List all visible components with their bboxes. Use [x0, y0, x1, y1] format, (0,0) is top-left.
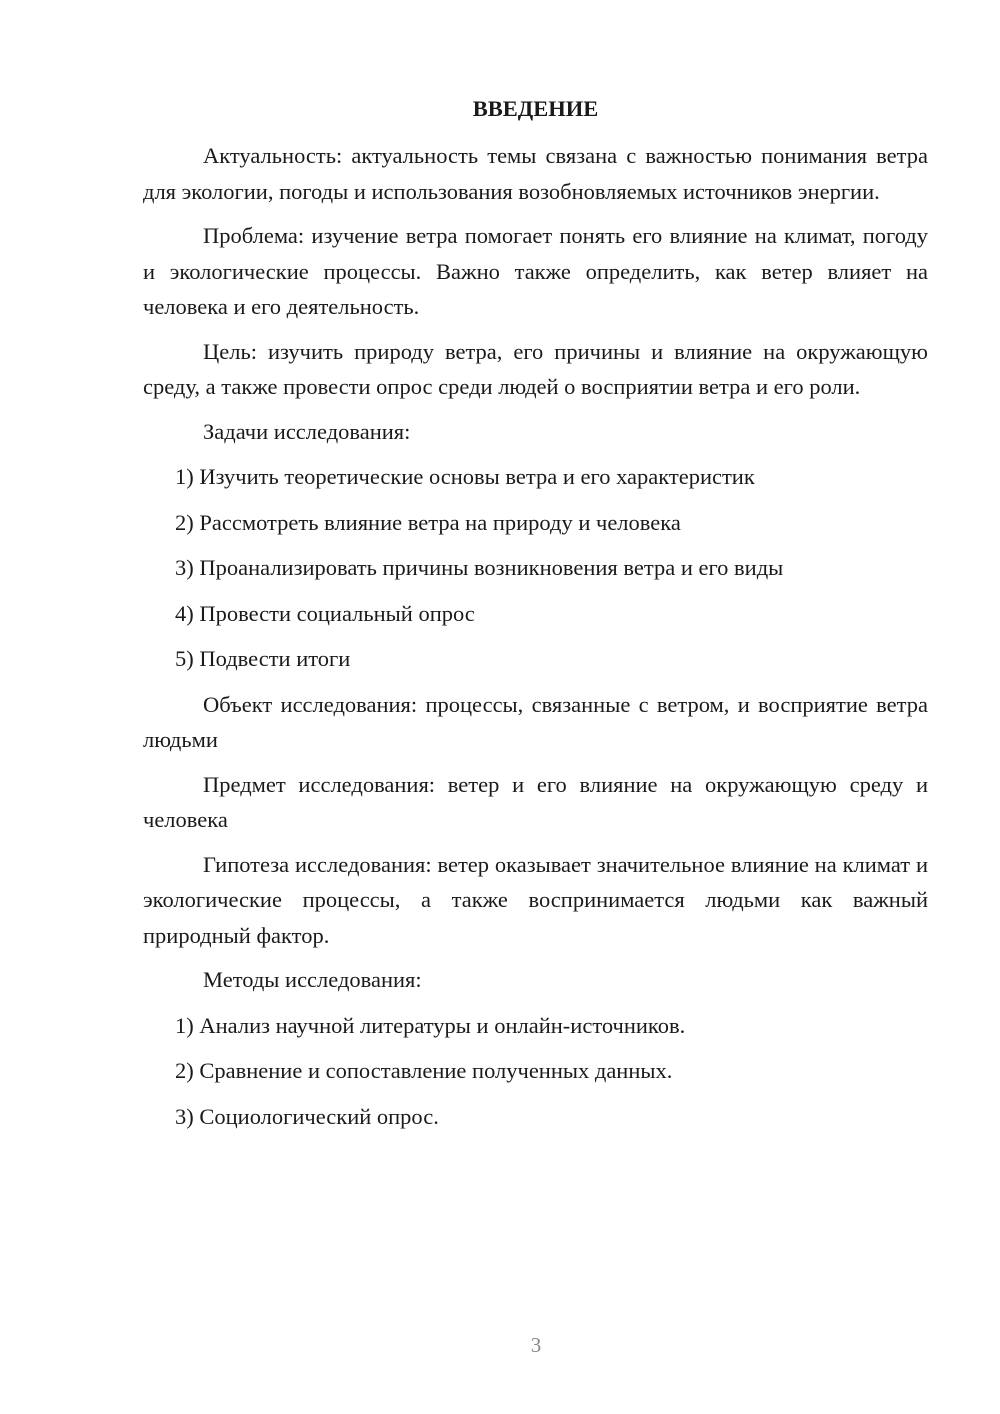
list-item: 3) Проанализировать причины возникновения ветра и его виды [175, 555, 784, 580]
relevance-paragraph: Актуальность: актуальность темы связана с важностью понимания ветра для экологии, погоды и использования возобновляемых источников энергии. [143, 143, 928, 204]
section-title: ВВЕДЕНИЕ [472, 96, 599, 121]
list-item: 4) Провести социальный опрос [175, 600, 475, 626]
methods-list [143, 1008, 928, 1135]
list-item: 3) Социологический опрос. [175, 1103, 439, 1129]
subject-paragraph: Предмет исследования: ветер и его влияние на окружающую среду и человека [143, 771, 928, 832]
hypothesis-paragraph: Гипотеза исследования: ветер оказывает значительное влияние на климат и экологические процессы, а также воспринимается людьми как важный природный фактор. [143, 851, 928, 948]
methods-heading: Методы исследования: [203, 967, 422, 992]
object-paragraph: Объект исследования: процессы, связанные с ветром, и восприятие ветра людьми [143, 691, 928, 752]
goal-paragraph: Цель: изучить природу ветра, его причины и влияние на окружающую среду, а также провести опрос среди людей о восприятии ветра и его роли. [143, 338, 928, 399]
list-item: 2) Рассмотреть влияние ветра на природу и человека [175, 509, 681, 535]
page-number: 3 [530, 1333, 542, 1357]
list-item: 1) Анализ научной литературы и онлайн-источников. [175, 1012, 686, 1038]
tasks-heading: Задачи исследования: [203, 418, 411, 444]
list-item: 2) Сравнение и сопоставление полученных данных. [175, 1058, 673, 1083]
list-item: 1) Изучить теоретические основы ветра и его характеристик [175, 464, 755, 489]
document-page [143, 90, 928, 1144]
list-item: 5) Подвести итоги [175, 646, 351, 671]
tasks-list [143, 459, 928, 677]
problem-paragraph: Проблема: изучение ветра помогает понять его влияние на климат, погоду и экологические процессы. Важно также определить, как ветер влияет на человека и его деятельность. [143, 223, 928, 319]
